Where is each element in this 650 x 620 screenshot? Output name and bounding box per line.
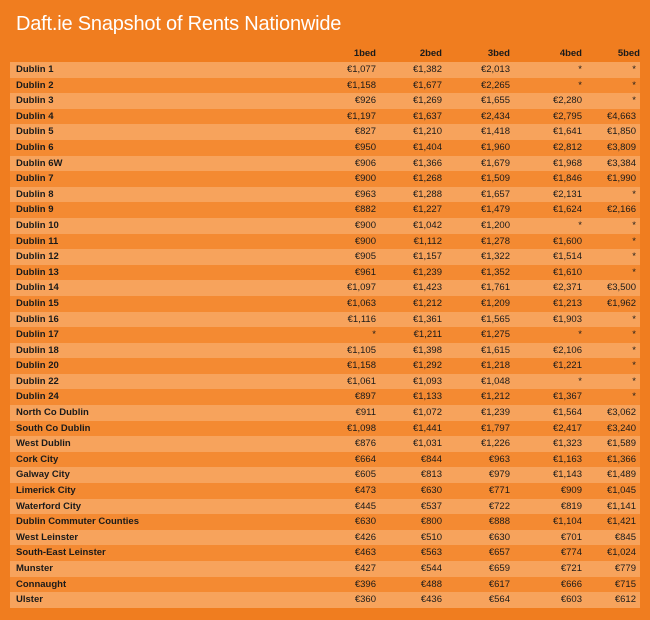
column-header-3bed: 3bed xyxy=(487,48,510,59)
table-row xyxy=(10,327,640,343)
rent-value-2bed: €563 xyxy=(376,545,442,561)
table-row xyxy=(10,530,640,546)
table-row xyxy=(10,62,640,78)
rent-value-4bed: €1,213 xyxy=(510,296,582,312)
table-row xyxy=(10,280,640,296)
rent-value-4bed: * xyxy=(510,62,582,78)
area-name: Dublin 18 xyxy=(10,343,310,359)
area-name: Dublin 14 xyxy=(10,280,310,296)
rent-value-5bed: * xyxy=(582,312,640,328)
rent-value-4bed: €1,600 xyxy=(510,234,582,250)
rent-value-1bed: €1,077 xyxy=(310,62,376,78)
table-row xyxy=(10,483,640,499)
rent-value-5bed: * xyxy=(582,374,640,390)
rent-value-2bed: €1,239 xyxy=(376,265,442,281)
rent-value-3bed: €1,479 xyxy=(442,202,510,218)
rent-value-5bed: €1,141 xyxy=(582,499,640,515)
table-row xyxy=(10,452,640,468)
table-row xyxy=(10,187,640,203)
rent-value-3bed: €2,265 xyxy=(442,78,510,94)
rent-value-1bed: €897 xyxy=(310,389,376,405)
rent-value-5bed: * xyxy=(582,343,640,359)
rent-value-3bed: €1,239 xyxy=(442,405,510,421)
area-name: Dublin 8 xyxy=(10,187,310,203)
rent-value-5bed: €612 xyxy=(582,592,640,608)
rent-value-1bed: €1,097 xyxy=(310,280,376,296)
rent-value-4bed: €1,846 xyxy=(510,171,582,187)
area-name: Galway City xyxy=(10,467,310,483)
rent-value-5bed: * xyxy=(582,249,640,265)
rent-value-2bed: €1,112 xyxy=(376,234,442,250)
rent-value-5bed: * xyxy=(582,93,640,109)
rent-value-1bed: €463 xyxy=(310,545,376,561)
table-row xyxy=(10,499,640,515)
rent-value-1bed: €1,158 xyxy=(310,358,376,374)
rent-value-4bed: €1,610 xyxy=(510,265,582,281)
rent-value-1bed: €1,116 xyxy=(310,312,376,328)
rent-value-4bed: €774 xyxy=(510,545,582,561)
rent-value-2bed: €1,269 xyxy=(376,93,442,109)
rent-value-5bed: €779 xyxy=(582,561,640,577)
rent-value-1bed: €882 xyxy=(310,202,376,218)
rents-table-header xyxy=(10,46,640,62)
rent-value-2bed: €1,157 xyxy=(376,249,442,265)
rent-value-4bed: €1,968 xyxy=(510,156,582,172)
rent-value-1bed: * xyxy=(310,327,376,343)
rent-value-1bed: €950 xyxy=(310,140,376,156)
rent-value-4bed: €701 xyxy=(510,530,582,546)
area-name: Limerick City xyxy=(10,483,310,499)
area-name: Dublin 17 xyxy=(10,327,310,343)
rent-value-1bed: €630 xyxy=(310,514,376,530)
area-name: Dublin 22 xyxy=(10,374,310,390)
area-name: Dublin 1 xyxy=(10,62,310,78)
table-row xyxy=(10,109,640,125)
rent-value-2bed: €1,042 xyxy=(376,218,442,234)
rent-value-3bed: €1,212 xyxy=(442,389,510,405)
table-row xyxy=(10,577,640,593)
rent-value-1bed: €876 xyxy=(310,436,376,452)
table-row xyxy=(10,124,640,140)
rent-value-3bed: €1,679 xyxy=(442,156,510,172)
rent-value-5bed: €1,024 xyxy=(582,545,640,561)
rent-value-1bed: €906 xyxy=(310,156,376,172)
rent-value-3bed: €2,434 xyxy=(442,109,510,125)
rent-value-3bed: €1,322 xyxy=(442,249,510,265)
area-name: Dublin 7 xyxy=(10,171,310,187)
rent-value-1bed: €905 xyxy=(310,249,376,265)
rent-value-2bed: €1,398 xyxy=(376,343,442,359)
rent-value-2bed: €1,441 xyxy=(376,421,442,437)
rent-value-4bed: €2,131 xyxy=(510,187,582,203)
rent-value-5bed: €1,045 xyxy=(582,483,640,499)
rent-value-4bed: €2,812 xyxy=(510,140,582,156)
rent-value-2bed: €436 xyxy=(376,592,442,608)
rent-value-5bed: €3,500 xyxy=(582,280,640,296)
rent-value-5bed: €1,850 xyxy=(582,124,640,140)
rent-value-5bed: * xyxy=(582,78,640,94)
area-name: Dublin 20 xyxy=(10,358,310,374)
rent-value-1bed: €900 xyxy=(310,218,376,234)
rent-value-4bed: * xyxy=(510,78,582,94)
rent-value-2bed: €1,404 xyxy=(376,140,442,156)
table-row xyxy=(10,296,640,312)
rent-value-1bed: €427 xyxy=(310,561,376,577)
rent-value-1bed: €963 xyxy=(310,187,376,203)
rent-value-4bed: €1,143 xyxy=(510,467,582,483)
rent-value-5bed: €3,240 xyxy=(582,421,640,437)
area-name: South Co Dublin xyxy=(10,421,310,437)
area-name: Munster xyxy=(10,561,310,577)
rent-value-4bed: €909 xyxy=(510,483,582,499)
rent-value-3bed: €617 xyxy=(442,577,510,593)
area-name: North Co Dublin xyxy=(10,405,310,421)
rent-value-4bed: * xyxy=(510,218,582,234)
rent-value-4bed: €1,514 xyxy=(510,249,582,265)
table-row xyxy=(10,561,640,577)
rent-value-3bed: €1,278 xyxy=(442,234,510,250)
rent-value-5bed: €2,166 xyxy=(582,202,640,218)
rent-value-3bed: €1,226 xyxy=(442,436,510,452)
table-row xyxy=(10,140,640,156)
rent-value-2bed: €1,423 xyxy=(376,280,442,296)
rent-value-3bed: €1,960 xyxy=(442,140,510,156)
rent-value-2bed: €844 xyxy=(376,452,442,468)
area-name: Dublin 5 xyxy=(10,124,310,140)
rent-value-1bed: €911 xyxy=(310,405,376,421)
rent-value-3bed: €2,013 xyxy=(442,62,510,78)
rent-value-2bed: €1,031 xyxy=(376,436,442,452)
area-name: Waterford City xyxy=(10,499,310,515)
rent-value-5bed: €1,366 xyxy=(582,452,640,468)
rent-value-5bed: €3,384 xyxy=(582,156,640,172)
rent-value-2bed: €1,288 xyxy=(376,187,442,203)
rent-value-3bed: €1,761 xyxy=(442,280,510,296)
rent-value-5bed: * xyxy=(582,389,640,405)
column-header-5bed: 5bed xyxy=(617,48,640,59)
table-row xyxy=(10,592,640,608)
rent-value-2bed: €1,211 xyxy=(376,327,442,343)
rent-value-2bed: €1,637 xyxy=(376,109,442,125)
column-header-4bed: 4bed xyxy=(559,48,582,59)
table-row xyxy=(10,265,640,281)
rent-value-2bed: €630 xyxy=(376,483,442,499)
rent-value-3bed: €722 xyxy=(442,499,510,515)
rent-value-4bed: €1,104 xyxy=(510,514,582,530)
rent-value-2bed: €1,268 xyxy=(376,171,442,187)
rent-value-1bed: €1,061 xyxy=(310,374,376,390)
rent-value-4bed: €603 xyxy=(510,592,582,608)
area-name: Dublin 16 xyxy=(10,312,310,328)
rent-value-4bed: €1,903 xyxy=(510,312,582,328)
rent-value-4bed: €721 xyxy=(510,561,582,577)
rent-value-3bed: €1,615 xyxy=(442,343,510,359)
rent-value-2bed: €1,210 xyxy=(376,124,442,140)
rent-value-2bed: €1,212 xyxy=(376,296,442,312)
area-name: Dublin 4 xyxy=(10,109,310,125)
rent-value-2bed: €800 xyxy=(376,514,442,530)
rent-value-3bed: €1,509 xyxy=(442,171,510,187)
rent-value-3bed: €1,048 xyxy=(442,374,510,390)
rent-value-5bed: * xyxy=(582,62,640,78)
rent-value-4bed: €2,280 xyxy=(510,93,582,109)
rent-value-1bed: €926 xyxy=(310,93,376,109)
area-name: Dublin 2 xyxy=(10,78,310,94)
rent-value-4bed: €1,221 xyxy=(510,358,582,374)
rent-value-1bed: €900 xyxy=(310,171,376,187)
column-header-area xyxy=(10,46,310,62)
rent-value-5bed: * xyxy=(582,187,640,203)
rent-value-1bed: €664 xyxy=(310,452,376,468)
rent-value-5bed: €845 xyxy=(582,530,640,546)
rent-value-5bed: * xyxy=(582,265,640,281)
rent-value-4bed: €1,163 xyxy=(510,452,582,468)
rent-value-4bed: €1,624 xyxy=(510,202,582,218)
area-name: West Leinster xyxy=(10,530,310,546)
rent-value-3bed: €1,275 xyxy=(442,327,510,343)
rent-value-1bed: €445 xyxy=(310,499,376,515)
column-header-1bed: 1bed xyxy=(353,48,376,59)
table-row xyxy=(10,343,640,359)
area-name: Dublin 9 xyxy=(10,202,310,218)
table-row xyxy=(10,218,640,234)
rent-value-5bed: €1,589 xyxy=(582,436,640,452)
rent-value-2bed: €1,133 xyxy=(376,389,442,405)
rent-value-4bed: €1,323 xyxy=(510,436,582,452)
area-name: Ulster xyxy=(10,592,310,608)
rent-value-2bed: €1,361 xyxy=(376,312,442,328)
area-name: Dublin 13 xyxy=(10,265,310,281)
table-row xyxy=(10,234,640,250)
table-row xyxy=(10,405,640,421)
rent-value-1bed: €605 xyxy=(310,467,376,483)
rent-value-4bed: €1,641 xyxy=(510,124,582,140)
area-name: Dublin 10 xyxy=(10,218,310,234)
rent-value-3bed: €1,655 xyxy=(442,93,510,109)
area-name: South-East Leinster xyxy=(10,545,310,561)
rent-value-3bed: €1,209 xyxy=(442,296,510,312)
rent-value-1bed: €1,197 xyxy=(310,109,376,125)
rent-value-3bed: €1,352 xyxy=(442,265,510,281)
rent-value-1bed: €1,158 xyxy=(310,78,376,94)
table-row xyxy=(10,358,640,374)
area-name: Connaught xyxy=(10,577,310,593)
area-name: Dublin 24 xyxy=(10,389,310,405)
rent-value-5bed: * xyxy=(582,327,640,343)
rent-value-1bed: €360 xyxy=(310,592,376,608)
table-row xyxy=(10,545,640,561)
rent-value-3bed: €1,657 xyxy=(442,187,510,203)
rent-value-2bed: €1,227 xyxy=(376,202,442,218)
area-name: Dublin 11 xyxy=(10,234,310,250)
rent-value-5bed: €1,489 xyxy=(582,467,640,483)
rent-value-3bed: €1,797 xyxy=(442,421,510,437)
table-row xyxy=(10,374,640,390)
rent-value-2bed: €813 xyxy=(376,467,442,483)
rent-value-3bed: €888 xyxy=(442,514,510,530)
table-row xyxy=(10,467,640,483)
rent-value-3bed: €963 xyxy=(442,452,510,468)
rent-value-4bed: €1,564 xyxy=(510,405,582,421)
rent-value-3bed: €771 xyxy=(442,483,510,499)
rent-value-4bed: * xyxy=(510,327,582,343)
rent-value-3bed: €1,200 xyxy=(442,218,510,234)
table-row xyxy=(10,514,640,530)
rent-value-5bed: €1,962 xyxy=(582,296,640,312)
rent-value-2bed: €510 xyxy=(376,530,442,546)
rent-value-1bed: €961 xyxy=(310,265,376,281)
rent-value-5bed: €1,990 xyxy=(582,171,640,187)
rent-value-3bed: €1,218 xyxy=(442,358,510,374)
rent-value-5bed: €4,663 xyxy=(582,109,640,125)
rent-value-5bed: €715 xyxy=(582,577,640,593)
table-row xyxy=(10,312,640,328)
table-row xyxy=(10,78,640,94)
rent-value-4bed: €2,417 xyxy=(510,421,582,437)
table-row xyxy=(10,171,640,187)
rent-value-3bed: €1,565 xyxy=(442,312,510,328)
rent-value-2bed: €488 xyxy=(376,577,442,593)
rent-value-1bed: €827 xyxy=(310,124,376,140)
area-name: Dublin Commuter Counties xyxy=(10,514,310,530)
rent-value-1bed: €1,063 xyxy=(310,296,376,312)
rent-value-1bed: €396 xyxy=(310,577,376,593)
area-name: Cork City xyxy=(10,452,310,468)
rent-value-1bed: €1,105 xyxy=(310,343,376,359)
rent-value-2bed: €1,093 xyxy=(376,374,442,390)
rent-value-3bed: €1,418 xyxy=(442,124,510,140)
rent-value-3bed: €630 xyxy=(442,530,510,546)
rent-value-5bed: * xyxy=(582,358,640,374)
column-header-2bed: 2bed xyxy=(419,48,442,59)
rent-value-2bed: €1,292 xyxy=(376,358,442,374)
rent-value-5bed: €3,062 xyxy=(582,405,640,421)
rent-value-2bed: €537 xyxy=(376,499,442,515)
table-row xyxy=(10,389,640,405)
area-name: Dublin 3 xyxy=(10,93,310,109)
table-row xyxy=(10,93,640,109)
rent-value-4bed: €1,367 xyxy=(510,389,582,405)
rent-value-3bed: €659 xyxy=(442,561,510,577)
header-row xyxy=(10,46,640,62)
rent-value-5bed: * xyxy=(582,234,640,250)
rent-value-2bed: €1,382 xyxy=(376,62,442,78)
table-row xyxy=(10,249,640,265)
area-name: West Dublin xyxy=(10,436,310,452)
area-name: Dublin 12 xyxy=(10,249,310,265)
rent-value-4bed: €2,106 xyxy=(510,343,582,359)
rent-value-2bed: €1,677 xyxy=(376,78,442,94)
area-name: Dublin 6 xyxy=(10,140,310,156)
area-name: Dublin 15 xyxy=(10,296,310,312)
table-row xyxy=(10,436,640,452)
rents-table xyxy=(10,46,640,608)
rent-value-5bed: €3,809 xyxy=(582,140,640,156)
rent-value-4bed: €2,371 xyxy=(510,280,582,296)
rent-value-4bed: €2,795 xyxy=(510,109,582,125)
rent-value-1bed: €473 xyxy=(310,483,376,499)
rents-table-body xyxy=(10,62,640,608)
table-row xyxy=(10,421,640,437)
rent-value-2bed: €544 xyxy=(376,561,442,577)
rent-value-4bed: * xyxy=(510,374,582,390)
area-name: Dublin 6W xyxy=(10,156,310,172)
rent-value-5bed: €1,421 xyxy=(582,514,640,530)
rent-value-4bed: €819 xyxy=(510,499,582,515)
rent-value-5bed: * xyxy=(582,218,640,234)
page-title: Daft.ie Snapshot of Rents Nationwide xyxy=(16,13,342,35)
rent-value-1bed: €900 xyxy=(310,234,376,250)
table-row xyxy=(10,202,640,218)
table-row xyxy=(10,156,640,172)
rent-value-2bed: €1,366 xyxy=(376,156,442,172)
rent-value-1bed: €426 xyxy=(310,530,376,546)
rent-value-3bed: €657 xyxy=(442,545,510,561)
rent-value-1bed: €1,098 xyxy=(310,421,376,437)
rent-value-2bed: €1,072 xyxy=(376,405,442,421)
rent-value-3bed: €564 xyxy=(442,592,510,608)
rent-value-4bed: €666 xyxy=(510,577,582,593)
rent-value-3bed: €979 xyxy=(442,467,510,483)
